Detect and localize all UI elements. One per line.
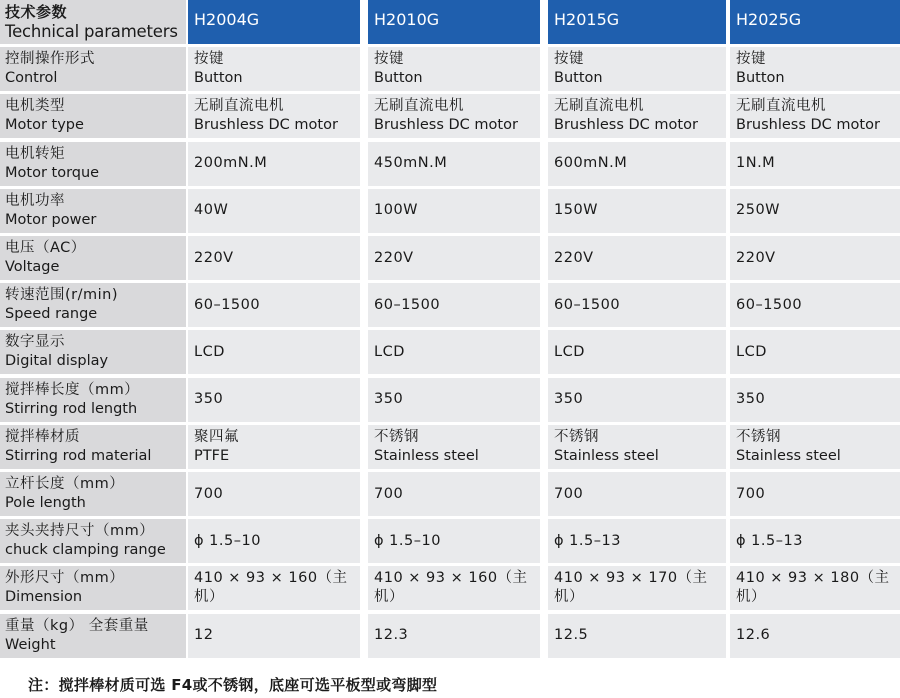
value-line-primary: 700 (554, 485, 584, 502)
value-cell (730, 94, 900, 138)
value-cell (730, 614, 900, 658)
value-line-primary: 不锈钢 (554, 428, 599, 445)
value-cell (730, 236, 900, 280)
value-cell (188, 472, 360, 516)
value-cell (548, 614, 726, 658)
value-cell (548, 94, 726, 138)
value-line-primary: 410 × 93 × 170（主机） (554, 570, 708, 606)
value-cell (368, 519, 540, 563)
value-cell (730, 189, 900, 233)
parameter-label-cell (0, 425, 186, 469)
value-cell (368, 283, 540, 327)
parameter-label-zh: 重量（kg） 全套重量 (5, 617, 149, 634)
value-line-primary: 100W (374, 202, 419, 219)
parameter-label-zh: 控制操作形式 (5, 51, 95, 68)
value-line-primary: 600mN.M (554, 155, 628, 172)
value-line-primary: 350 (554, 391, 584, 408)
value-line-primary: 12 (194, 627, 214, 644)
table-row (0, 236, 900, 283)
footnote: 注：搅拌棒材质可选 F4或不锈钢，底座可选平板型或弯脚型 (28, 676, 438, 694)
value-line-primary: 不锈钢 (374, 428, 419, 445)
parameter-label-cell (0, 519, 186, 563)
parameter-label-cell (0, 142, 186, 186)
parameter-label-zh: 外形尺寸（mm） (5, 570, 125, 587)
header-label-zh: 技术参数 (5, 3, 68, 21)
value-cell (188, 47, 360, 91)
value-cell (548, 425, 726, 469)
value-cell (368, 189, 540, 233)
value-line-secondary: Button (554, 70, 603, 87)
value-line-primary: 410 × 93 × 160（主机） (194, 570, 348, 606)
value-line-primary: 150W (554, 202, 599, 219)
table-row (0, 47, 900, 94)
value-line-primary: 1N.M (736, 155, 776, 172)
value-line-secondary: Stainless steel (374, 447, 479, 464)
parameter-label-zh: 电机转矩 (5, 145, 65, 162)
table-row (0, 378, 900, 425)
value-line-primary: 60–1500 (554, 296, 621, 313)
value-line-primary: 410 × 93 × 160（主机） (374, 570, 528, 606)
value-cell (730, 142, 900, 186)
value-line-primary: 220V (554, 249, 594, 266)
parameter-label-en: Motor torque (5, 164, 100, 181)
table-header-row (0, 0, 900, 47)
value-line-primary: 60–1500 (374, 296, 441, 313)
value-line-primary: 无刷直流电机 (374, 98, 464, 115)
table-row (0, 614, 900, 661)
value-line-primary: 按键 (194, 51, 224, 68)
value-cell (368, 425, 540, 469)
value-cell (188, 142, 360, 186)
parameter-label-cell (0, 283, 186, 327)
value-line-primary: 350 (374, 391, 404, 408)
value-cell (188, 519, 360, 563)
parameter-label-zh: 转速范围(r/min) (5, 287, 119, 304)
parameter-label-en: Digital display (5, 353, 109, 370)
value-cell (368, 614, 540, 658)
value-cell (368, 236, 540, 280)
value-line-primary: 12.5 (554, 627, 589, 644)
parameter-label-en: Dimension (5, 589, 83, 606)
value-line-primary: 12.3 (374, 627, 409, 644)
value-cell (188, 94, 360, 138)
parameter-label-en: Motor power (5, 211, 97, 228)
parameter-label-cell (0, 472, 186, 516)
header-label-en: Technical parameters (5, 22, 178, 41)
value-cell (730, 425, 900, 469)
value-cell (730, 47, 900, 91)
parameter-label-zh: 立杆长度（mm） (5, 476, 125, 492)
value-line-primary: 按键 (554, 51, 584, 68)
value-cell (188, 614, 360, 658)
parameter-label-en: Stirring rod material (5, 447, 152, 464)
value-line-primary: 350 (194, 391, 224, 408)
model-header: H2015G (548, 0, 726, 44)
parameter-label-zh: 搅拌棒长度（mm） (5, 381, 140, 398)
value-line-primary: LCD (736, 343, 767, 360)
parameter-label-en: chuck clamping range (5, 542, 166, 559)
table-row (0, 330, 900, 377)
value-line-primary: 无刷直流电机 (554, 98, 644, 115)
value-line-primary: LCD (554, 343, 585, 360)
parameter-label-en: Voltage (5, 259, 60, 275)
value-line-primary: 按键 (736, 51, 766, 68)
value-cell (368, 94, 540, 138)
parameter-label-zh: 搅拌棒材质 (5, 428, 80, 445)
model-header: H2025G (730, 0, 900, 44)
parameter-label-zh: 电机类型 (5, 98, 65, 115)
model-header: H2004G (188, 0, 360, 44)
value-cell (548, 566, 726, 610)
parameter-label-zh: 夹头夹持尺寸（mm） (5, 523, 155, 540)
value-cell (188, 566, 360, 610)
parameter-label-en: Weight (5, 636, 56, 653)
value-line-secondary: Brushless DC motor (194, 117, 338, 134)
model-header: H2010G (368, 0, 540, 44)
value-line-secondary: PTFE (194, 447, 230, 464)
value-line-secondary: Brushless DC motor (736, 117, 880, 134)
parameter-label-en: Control (5, 70, 58, 87)
value-cell (730, 378, 900, 422)
header-label-cell (0, 0, 186, 44)
value-cell (188, 330, 360, 374)
value-line-primary: 12.6 (736, 627, 771, 644)
table-row (0, 189, 900, 236)
value-line-primary: 200mN.M (194, 155, 268, 172)
value-cell (188, 425, 360, 469)
value-line-primary: 无刷直流电机 (194, 98, 284, 115)
value-line-primary: LCD (374, 343, 405, 360)
value-cell (730, 283, 900, 327)
parameter-label-zh: 电机功率 (5, 192, 65, 209)
value-cell (548, 378, 726, 422)
table-row (0, 566, 900, 613)
table-row (0, 519, 900, 566)
parameter-label-cell (0, 236, 186, 280)
value-line-primary: ϕ 1.5–13 (736, 532, 803, 549)
value-line-primary: 60–1500 (194, 296, 261, 313)
value-cell (368, 142, 540, 186)
table-row (0, 94, 900, 141)
value-line-secondary: Brushless DC motor (554, 117, 698, 134)
value-line-primary: 410 × 93 × 180（主机） (736, 570, 890, 606)
value-line-secondary: Button (736, 70, 785, 87)
parameter-label-cell (0, 47, 186, 91)
value-line-primary: 按键 (374, 51, 404, 68)
value-line-secondary: Stainless steel (736, 447, 841, 464)
value-line-primary: 聚四氟 (194, 428, 239, 445)
value-line-primary: 700 (194, 485, 224, 502)
value-cell (548, 472, 726, 516)
value-line-primary: 无刷直流电机 (736, 98, 826, 115)
value-cell (188, 236, 360, 280)
value-cell (730, 519, 900, 563)
value-line-primary: 450mN.M (374, 155, 448, 172)
value-line-primary: LCD (194, 343, 225, 360)
value-cell (368, 330, 540, 374)
value-line-primary: 60–1500 (736, 296, 803, 313)
parameter-label-cell (0, 189, 186, 233)
parameter-label-cell (0, 614, 186, 658)
value-line-secondary: Brushless DC motor (374, 117, 518, 134)
value-line-secondary: Button (374, 70, 423, 87)
parameter-label-zh: 电压（AC） (5, 240, 86, 256)
table-row (0, 283, 900, 330)
value-cell (548, 189, 726, 233)
value-cell (368, 47, 540, 91)
value-line-secondary: Stainless steel (554, 447, 659, 464)
parameter-label-cell (0, 566, 186, 610)
value-cell (548, 47, 726, 91)
value-cell (730, 330, 900, 374)
value-cell (548, 283, 726, 327)
value-line-primary: 220V (194, 249, 234, 266)
value-line-primary: 250W (736, 202, 781, 219)
table-row (0, 472, 900, 519)
value-line-primary: 350 (736, 391, 766, 408)
value-cell (730, 472, 900, 516)
parameter-label-en: Motor type (5, 117, 84, 134)
table-row (0, 142, 900, 189)
value-line-secondary: Button (194, 70, 243, 87)
value-line-primary: 220V (736, 249, 776, 266)
value-cell (368, 378, 540, 422)
value-cell (188, 378, 360, 422)
parameter-label-en: Pole length (5, 495, 86, 511)
value-line-primary: 不锈钢 (736, 428, 781, 445)
value-cell (188, 283, 360, 327)
parameter-label-en: Stirring rod length (5, 400, 138, 417)
parameter-label-cell (0, 94, 186, 138)
value-line-primary: 700 (736, 485, 766, 502)
value-cell (548, 519, 726, 563)
value-cell (548, 142, 726, 186)
parameter-label-zh: 数字显示 (5, 334, 65, 351)
value-line-primary: ϕ 1.5–13 (554, 532, 621, 549)
value-cell (548, 236, 726, 280)
parameter-label-cell (0, 330, 186, 374)
value-cell (368, 566, 540, 610)
value-cell (188, 189, 360, 233)
parameter-label-cell (0, 378, 186, 422)
value-line-primary: 700 (374, 485, 404, 502)
value-cell (548, 330, 726, 374)
value-line-primary: ϕ 1.5–10 (374, 532, 441, 549)
value-line-primary: 40W (194, 202, 229, 219)
value-cell (730, 566, 900, 610)
value-cell (368, 472, 540, 516)
parameter-label-en: Speed range (5, 306, 98, 323)
value-line-primary: 220V (374, 249, 414, 266)
table-row (0, 425, 900, 472)
value-line-primary: ϕ 1.5–10 (194, 532, 261, 549)
